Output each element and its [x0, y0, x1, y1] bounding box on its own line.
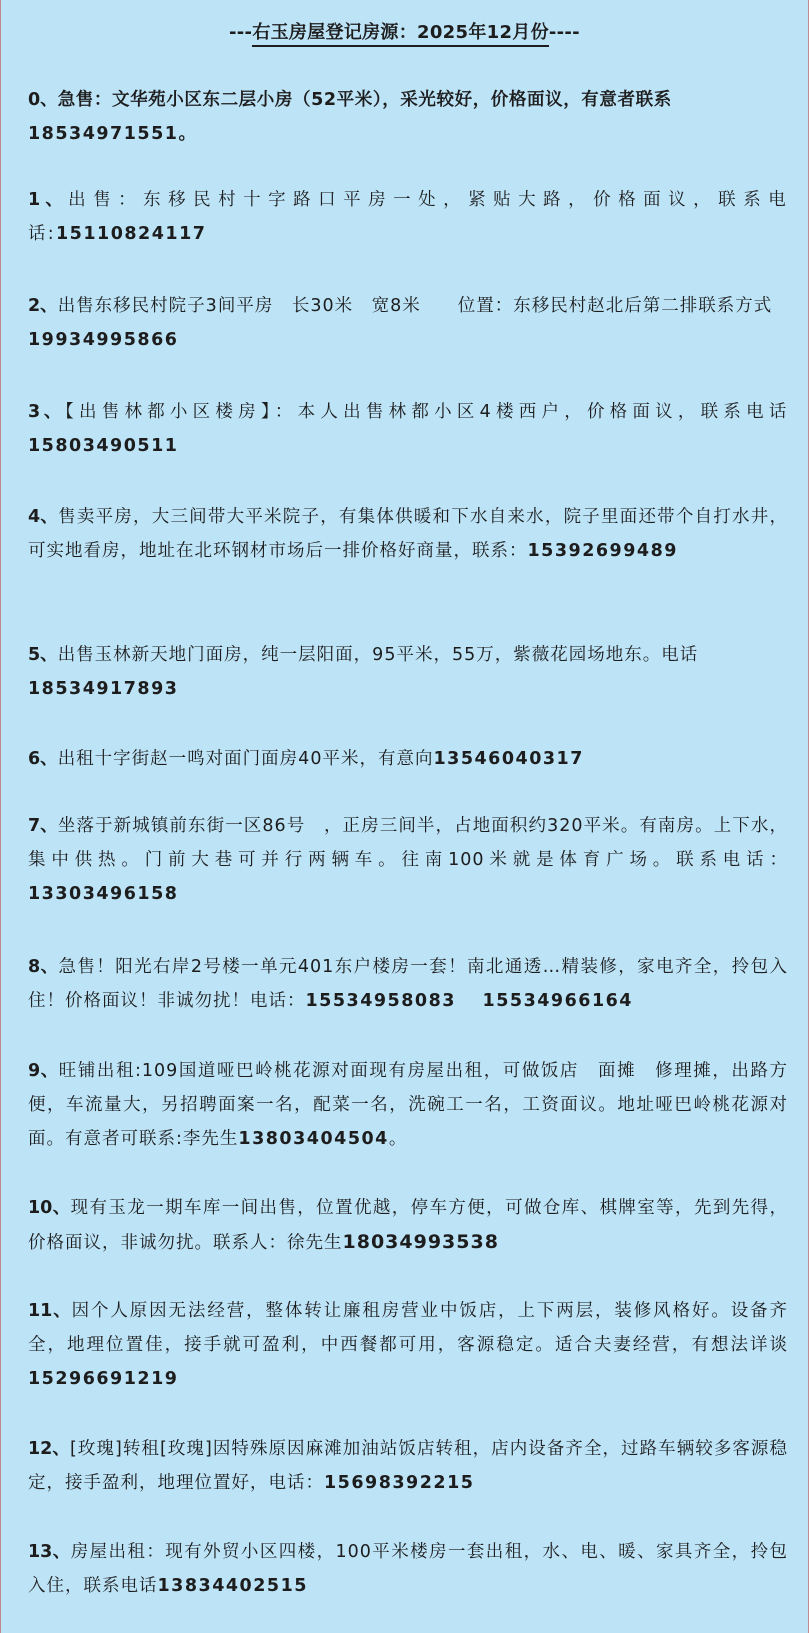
- page-header: [1, 18, 808, 44]
- listing-item-0: [28, 83, 788, 151]
- listing-phone: 13303496158: [28, 884, 179, 904]
- listing-text: [玫瑰]转租[玫瑰]因特殊原因麻滩加油站饭店转租，店内设备齐全，过路车辆较多客源稳定，接手盈利，地理位置好，电话：: [28, 1439, 788, 1493]
- listing-number: 9、: [28, 1061, 59, 1081]
- listing-item-13: [28, 1535, 788, 1603]
- listing-phone: 15296691219: [28, 1369, 179, 1389]
- listing-item-10: [28, 1191, 788, 1260]
- listing-item-6: [28, 742, 788, 776]
- listing-phone: 15698392215: [324, 1473, 475, 1493]
- listing-phone: 19934995866: [28, 330, 179, 350]
- listing-text: 因个人原因无法经营，整体转让廉租房营业中饭店，上下两层，装修风格好。设备齐全，地理位置佳，接手就可盈利，中西餐都可用，客源稳定。适合夫妻经营，有想法详谈: [28, 1301, 788, 1355]
- listing-number: 0、: [28, 90, 58, 110]
- listing-text: 出租十字街赵一鸣对面门面房40平米，有意向: [57, 749, 434, 769]
- listing-item-12: [28, 1432, 788, 1500]
- listing-number: 10、: [28, 1198, 71, 1218]
- listing-number: 11、: [28, 1301, 72, 1321]
- listing-phone: 13546040317: [433, 749, 584, 769]
- listing-number: 7、: [28, 816, 58, 836]
- listing-text: 房屋出租：现有外贸小区四楼，100平米楼房一套出租，水、电、暖、家具齐全，拎包入住，联系电话: [28, 1542, 788, 1596]
- listing-phone: 18034993538: [342, 1231, 499, 1253]
- listing-item-4: [28, 500, 788, 568]
- listing-number: 3、: [28, 402, 65, 422]
- listing-item-2: [28, 289, 788, 357]
- listing-number: 1、: [28, 190, 69, 210]
- listing-phone: 13803404504: [238, 1129, 389, 1149]
- listing-text: 【出售林都小区楼房】：本人出售林都小区4楼西户，价格面议，联系电话: [64, 402, 788, 422]
- listing-phone: 18534971551: [28, 124, 179, 144]
- page-title: 右玉房屋登记房源：2025年12月份: [252, 22, 549, 47]
- listing-text: 旺铺出租:109国道哑巴岭桃花源对面现有房屋出租，可做饭店 面摊 修理摊，出路方便，车流量大，另招聘面案一名，配菜一名，洗碗工一名，工资面议。地址哑巴岭桃花源对面。有意者可联系:李先生: [28, 1061, 789, 1149]
- listing-phone: 15392699489: [527, 541, 678, 561]
- listing-number: 8、: [28, 957, 59, 977]
- listing-tail: 。: [388, 1129, 408, 1149]
- listing-text: 急售！阳光右岸2号楼一单元401东户楼房一套！南北通透…精装修，家电齐全，拎包入住！价格面议！非诚勿扰！电话：: [28, 957, 788, 1011]
- listing-item-5: [28, 638, 788, 706]
- listing-item-8: [28, 950, 788, 1018]
- listing-item-1: [28, 183, 788, 251]
- listing-item-3: [28, 395, 788, 463]
- listing-number: 6、: [28, 749, 58, 769]
- listing-text: 出售东移民村院子3间平房 长30米 宽8米 位置：东移民村赵北后第二排联系方式: [57, 296, 773, 316]
- listing-number: 12、: [28, 1439, 70, 1459]
- title-dash-right: ----: [548, 22, 580, 43]
- listing-number: 4、: [28, 507, 59, 527]
- listing-text: 急售：文华苑小区东二层小房（52平米），采光较好，价格面议，有意者联系: [57, 90, 672, 110]
- listing-text: 出售：东移民村十字路口平房一处，紧贴大路，价格面议，联系电话:: [28, 190, 788, 244]
- listing-phone: 15110824117: [56, 224, 207, 244]
- listing-number: 13、: [28, 1542, 71, 1562]
- listing-phone: 15803490511: [28, 436, 179, 456]
- listing-item-9: [28, 1054, 788, 1156]
- listing-number: 5、: [28, 645, 58, 665]
- listing-text: 现有玉龙一期车库一间出售，位置优越，停车方便，可做仓库、棋牌室等，先到先得，价格面议，非诚勿扰。联系人：徐先生: [28, 1198, 789, 1253]
- listing-item-7: [28, 809, 788, 911]
- listing-phone: 15534958083 15534966164: [305, 991, 633, 1011]
- title-dash-left: ---: [229, 22, 253, 43]
- listing-text: 坐落于新城镇前东街一区86号 ，正房三间半，占地面积约320平米。有南房。上下水，集中供热。门前大巷可并行两辆车。往南100米就是体育广场。联系电话：: [28, 816, 788, 870]
- listing-item-11: [28, 1294, 788, 1396]
- listing-text: 出售玉林新天地门面房，纯一层阳面，95平米，55万，紫薇花园场地东。电话: [57, 645, 699, 665]
- listing-text: 售卖平房，大三间带大平米院子，有集体供暖和下水自来水，院子里面还带个自打水井，可实地看房，地址在北环钢材市场后一排价格好商量，联系：: [28, 507, 788, 561]
- listing-number: 2、: [28, 296, 58, 316]
- listing-phone: 18534917893: [28, 679, 179, 699]
- listing-phone: 13834402515: [157, 1576, 308, 1596]
- listing-tail: 。: [178, 124, 197, 144]
